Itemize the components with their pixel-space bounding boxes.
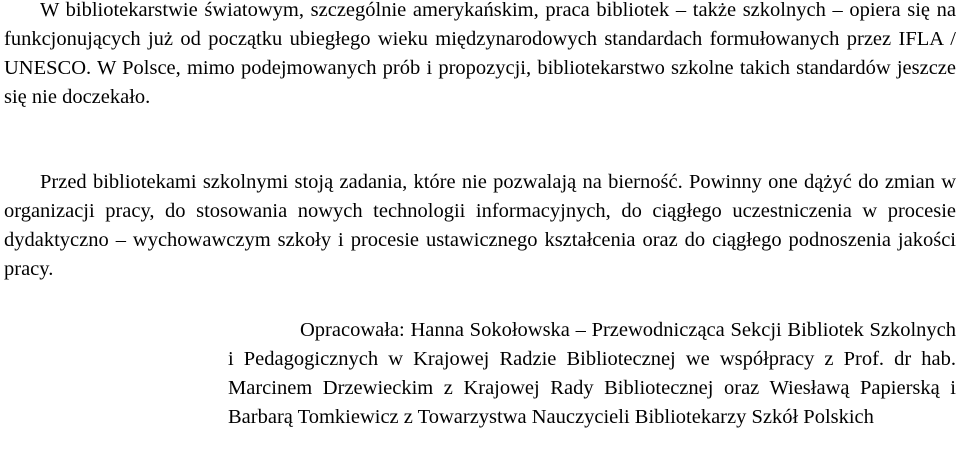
- author-signature: Opracowała: Hanna Sokołowska – Przewodnicząca Sekcji Bibliotek Szkolnych i Pedagogicznych w Krajowej Radzie Bibliotecznej we współpracy z Prof. dr hab. Marcinem Drzewieckim z Krajowej Rady Bibliotecznej oraz Wiesławą Papierską i Barbarą Tomkiewicz z Towarzystwa Nauczycieli Bibliotekarzy Szkół Polskich: [228, 319, 956, 428]
- paragraph-standards: W bibliotekarstwie światowym, szczególnie amerykańskim, praca bibliotek – także szkolnych – opiera się na funkcjonujących już od początku ubiegłego wieku międzynarodowych standardach formułowanych przez IFLA / UNESCO. W Polsce, mimo podejmowanych prób i propozycji, bibliotekarstwo szkolne takich standardów jeszcze się nie doczekało.: [4, 0, 956, 108]
- paragraph-tasks: Przed bibliotekami szkolnymi stoją zadania, które nie pozwalają na bierność. Powinny one dążyć do zmian w organizacji pracy, do stosowania nowych technologii informacyjnych, do ciągłego uczestniczenia w procesie dydaktyczno – wychowawczym szkoły i procesie ustawicznego kształcenia oraz do ciągłego podnoszenia jakości pracy.: [4, 171, 956, 280]
